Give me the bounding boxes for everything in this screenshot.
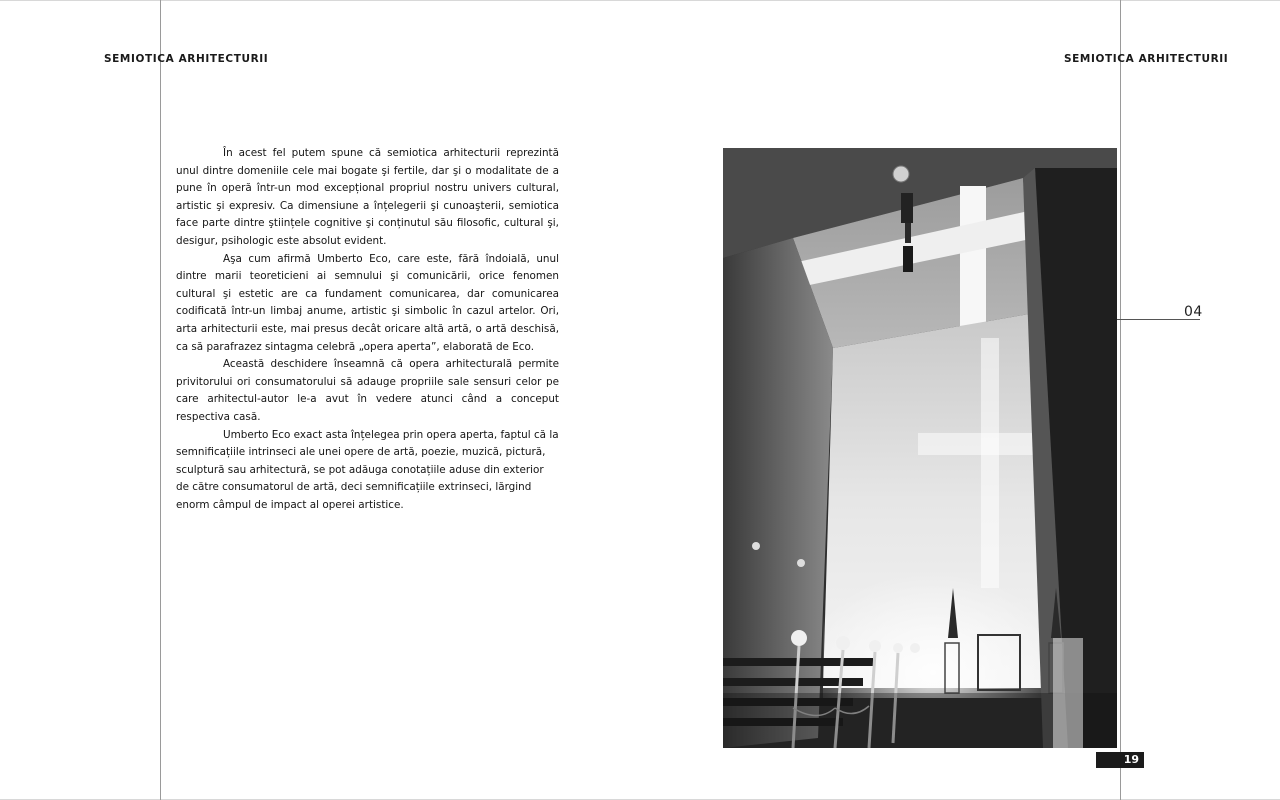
body-text (176, 145, 559, 514)
running-head-left: SEMIOTICA ARHITECTURII (104, 53, 269, 65)
paragraph-3: Această deschidere înseamnă că opera arhitecturală permite privitorului ori consumatorului să adauge propriile sale sensuri celor pe care arhitectul-autor le-a avut în vedere atunci când a conceput respectiva casă. (176, 358, 559, 423)
paragraph-4: Umberto Eco exact asta înțelegea prin opera aperta, faptul că la semnificațiile intrinseci ale unei opere de artă, poezie, muzică, pictură, sculptură sau arhitectură, se pot adăuga conotațiile aduse din exterior de către consumatorul de artă, deci semnificațiile extrinseci, lărgind enorm câmpul de impact al operei artistice. (176, 428, 559, 511)
page-number: 19 (1096, 752, 1144, 768)
left-margin-rule (160, 0, 161, 800)
church-interior-illustration (723, 148, 1117, 748)
running-head-right: SEMIOTICA ARHITECTURII (1064, 53, 1229, 65)
top-border (0, 0, 1280, 1)
paragraph-1: În acest fel putem spune că semiotica arhitecturii reprezintă unul dintre domeniile cele mai bogate şi fertile, dar şi o modalitate de a pune în operă într-un mod excepțional propriul nostru univers cultural, artistic şi expresiv. Ca dimensiune a înțelegerii şi cunoaşterii, semiotica face parte dintre ştiințele cognitive şi conținutul său filosofic, cultural şi, desigur, psihologic este absolut evident. (176, 147, 559, 247)
church-interior-photo (723, 148, 1117, 748)
right-margin-rule (1120, 0, 1121, 800)
section-number: 04 (1184, 304, 1203, 320)
paragraph-2: Aşa cum afirmă Umberto Eco, care este, fără îndoială, unul dintre marii teoreticieni ai semnului şi comunicării, orice fenomen cultural şi estetic are ca fundament comunicarea, dar comunicarea codificată într-un limbaj anume, artistic şi simbolic în cazul artelor. Ori, arta arhitecturii este, mai presus decât oricare altă artă, o artă deschisă, ca să parafrazez sintagma celebră „opera aperta”, elaborată de Eco. (176, 252, 559, 353)
